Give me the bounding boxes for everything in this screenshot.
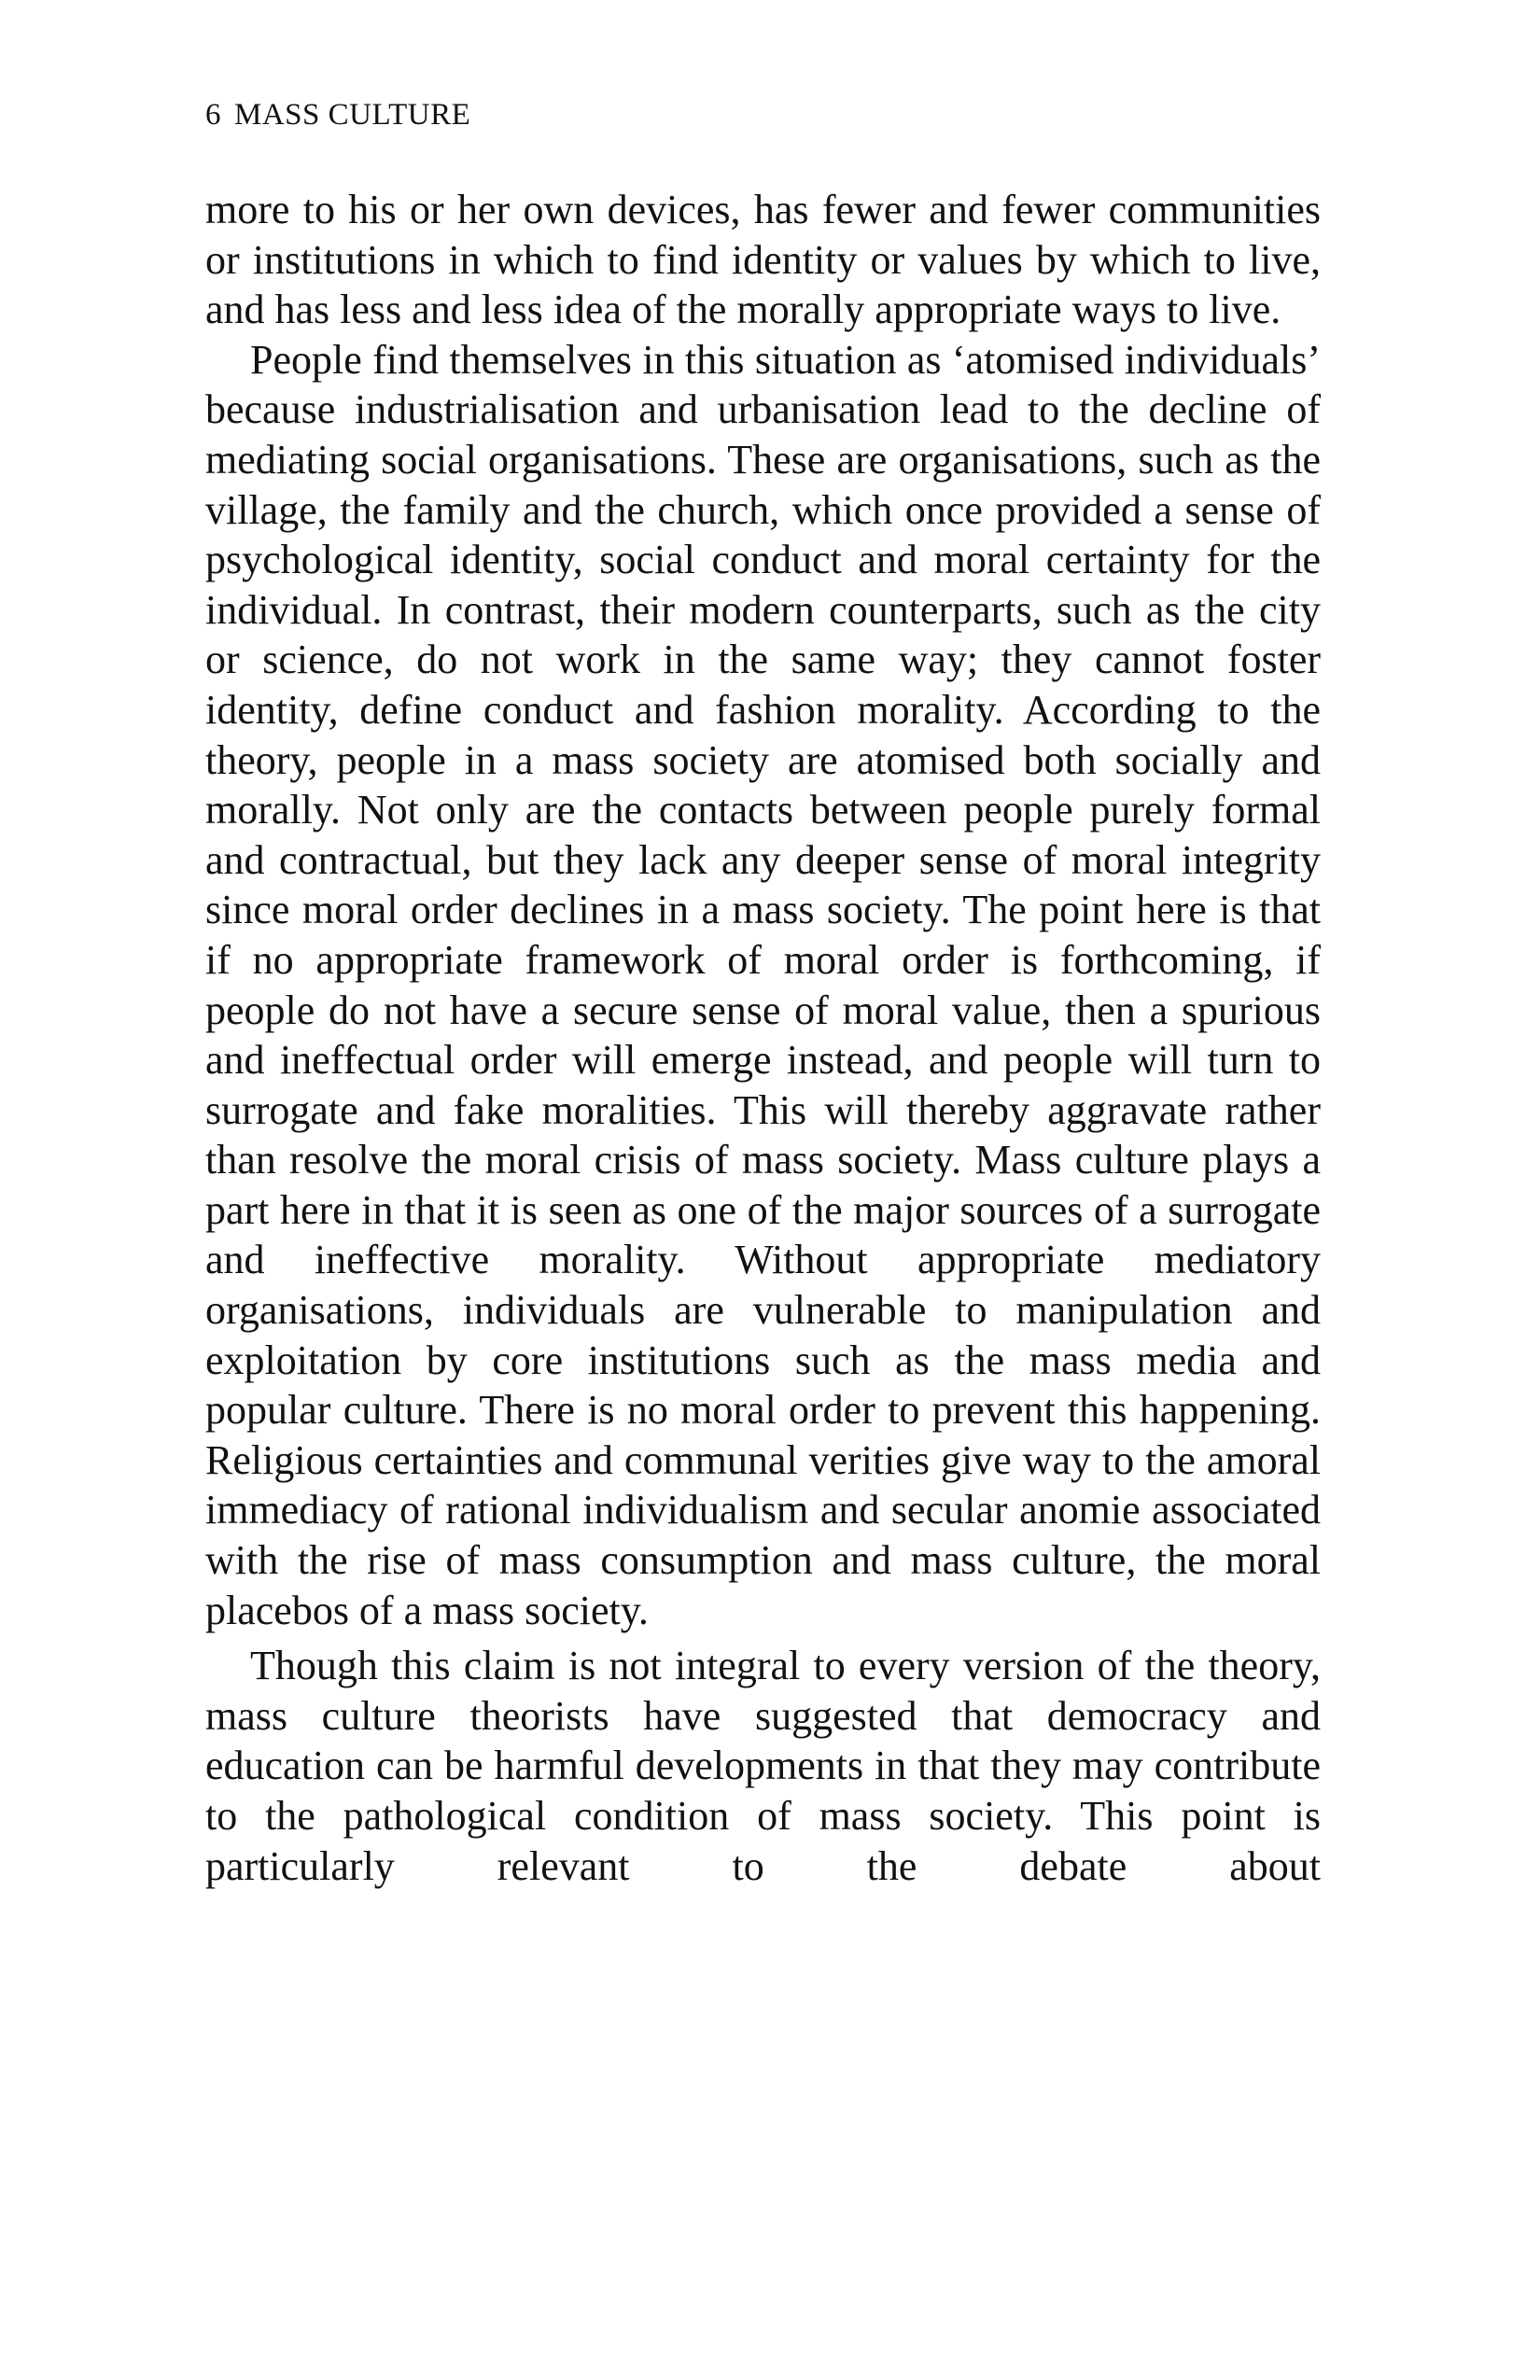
page-number: 6 — [205, 98, 221, 132]
body-text — [205, 185, 1321, 1891]
paragraph-democracy-education: Though this claim is not integral to every version of the theory, mass culture theorists have suggested that democracy and education can be harmful developments in that they may contribute to the pathological condition of mass society. This point is particularly relevant to the debate about — [205, 1643, 1321, 1889]
running-title: MASS CULTURE — [234, 98, 471, 132]
paragraph-continued: more to his or her own devices, has fewer and fewer communities or institutions in which to find identity or values by which to live, and has less and less idea of the morally appropriate ways to live. — [205, 187, 1321, 333]
running-header — [205, 98, 470, 133]
paragraph-atomised-individuals: People find themselves in this situation as ‘atomised individuals’ because industrialisation and urbanisation lead to the decline of mediating social organisations. These are organisations, such as the village, the family and the church, which once provided a sense of psychological identity, social conduct and moral certainty for the individual. In contrast, their modern counterparts, such as the city or science, do not work in the same way; they cannot foster identity, define conduct and fashion morality. According to the theory, people in a mass society are atomised both socially and morally. Not only are the contacts between people purely formal and contractual, but they lack any deeper sense of moral integrity since moral order declines in a mass society. The point here is that if no appropriate framework of moral order is forthcoming, if people do not have a secure sense of moral value, then a spurious and ineffectual order will emerge instead, and people will turn to surrogate and fake moralities. This will thereby aggravate rather than resolve the moral crisis of mass society. Mass culture plays a part here in that it is seen as one of the major sources of a surrogate and ineffective morality. Without appropriate mediatory organisations, individuals are vulnerable to manipulation and exploitation by core institutions such as the mass media and popular culture. There is no moral order to prevent this happening. Religious certainties and communal verities give way to the amoral immediacy of rational individualism and secular anomie associated with the rise of mass consumption and mass culture, the moral placebos of a mass society. — [205, 336, 1321, 1633]
